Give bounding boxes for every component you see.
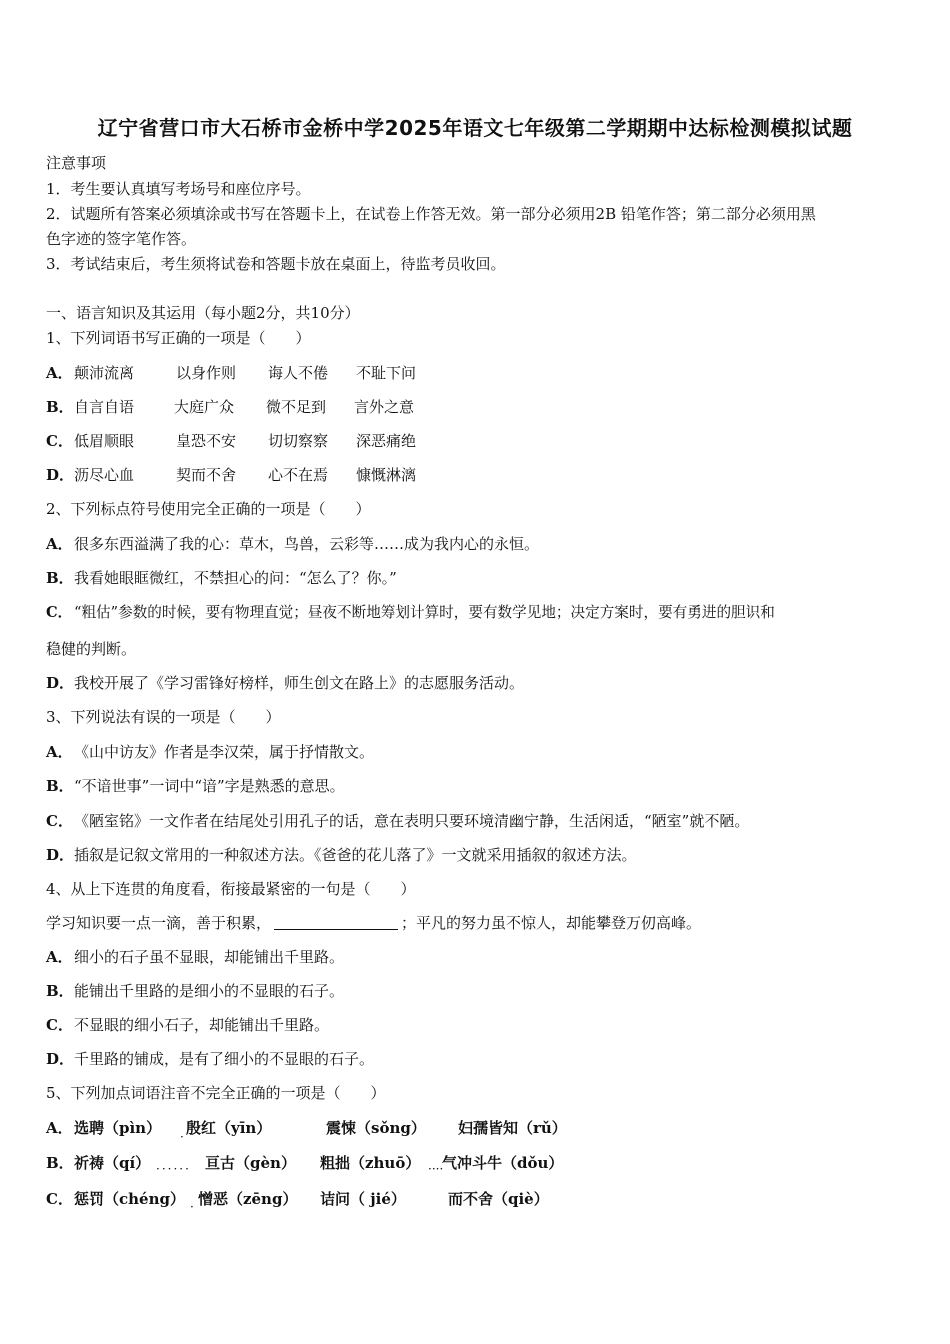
option-label: D．	[46, 466, 75, 484]
pinyin-word: 诘问（ jié）	[320, 1190, 406, 1208]
option-label: D．	[46, 674, 75, 692]
option-word: 大庭广众	[174, 398, 235, 416]
pinyin-word: 亘古（gèn）	[205, 1154, 296, 1172]
question-3-option-d[interactable]	[46, 844, 637, 865]
question-2-option-b[interactable]	[46, 567, 397, 588]
question-4-stem: 4、从上下连贯的角度看，衔接最紧密的一句是（ ）	[46, 880, 416, 898]
emphasis-dot: ·	[190, 1200, 194, 1214]
notice-item: 1．考生要认真填写考场号和座位序号。	[46, 180, 311, 198]
notice-heading: 注意事项	[46, 154, 107, 172]
option-word: 颠沛流离	[74, 364, 135, 382]
pinyin-word: 憎恶（zēng）	[198, 1190, 298, 1208]
option-word: 诲人不倦	[268, 364, 329, 382]
option-text: 不显眼的细小石子，却能铺出千里路。	[74, 1016, 330, 1034]
question-5-option-a[interactable]	[46, 1117, 74, 1138]
option-text: 我校开展了《学习雷锋好榜样，师生创文在路上》的志愿服务活动。	[74, 674, 525, 692]
option-label: C．	[46, 812, 73, 830]
option-word: 心不在焉	[268, 466, 329, 484]
section-heading: 一、语言知识及其运用（每小题2分，共10分）	[46, 304, 360, 322]
question-3-option-a[interactable]	[46, 741, 374, 762]
option-word: 低眉顺眼	[74, 432, 135, 450]
sentence-after: ；平凡的努力虽不惊人，却能攀登万仞高峰。	[401, 914, 702, 932]
option-word: 沥尽心血	[74, 466, 135, 484]
pinyin-word: 粗拙（zhuō）	[320, 1154, 421, 1172]
option-label: A．	[46, 535, 73, 553]
option-text: 很多东西溢满了我的心：草木，鸟兽，云彩等……成为我内心的永恒。	[74, 535, 540, 553]
pinyin-word: 惩罚（chéng）	[74, 1190, 185, 1208]
question-2-option-d[interactable]	[46, 672, 524, 693]
option-word: 微不足到	[266, 398, 327, 416]
question-5-option-c[interactable]	[46, 1188, 74, 1209]
option-word: 以身作则	[176, 364, 237, 382]
option-label: B．	[46, 1154, 74, 1172]
option-text: “粗估”参数的时候，要有物理直觉；昼夜不断地筹划计算时，要有数学见地；决定方案时，要有勇进的胆识和	[74, 604, 775, 621]
question-2-option-c-cont	[46, 638, 136, 659]
option-label: A．	[46, 948, 73, 966]
option-word: 慷慨淋漓	[356, 466, 417, 484]
question-5-option-b[interactable]	[46, 1152, 74, 1173]
option-text: 细小的石子虽不显眼，却能铺出千里路。	[74, 948, 345, 966]
option-label: B．	[46, 398, 74, 416]
option-text: 插叙是记叙文常用的一种叙述方法。《爸爸的花儿落了》一文就采用插叙的叙述方法。	[74, 846, 637, 864]
question-4-option-b[interactable]	[46, 980, 344, 1001]
answer-blank[interactable]	[274, 915, 398, 930]
question-4-option-a[interactable]	[46, 946, 344, 967]
question-1-option-b[interactable]	[46, 396, 414, 417]
pinyin-word: 祈祷（qí）	[74, 1154, 151, 1172]
question-1-option-a[interactable]	[46, 362, 416, 383]
option-text: 千里路的铺成，是有了细小的不显眼的石子。	[74, 1050, 375, 1068]
question-4-option-d[interactable]	[46, 1048, 374, 1069]
pinyin-word: 选聘（pìn）	[74, 1119, 162, 1137]
option-label: D．	[46, 1050, 75, 1068]
option-text: 《山中访友》作者是李汉荣，属于抒情散文。	[74, 743, 375, 761]
question-5-stem: 5、下列加点词语注音不完全正确的一项是（ ）	[46, 1084, 386, 1102]
sentence-before: 学习知识要一点一滴，善于积累，	[46, 914, 272, 932]
option-label: C．	[46, 604, 73, 621]
option-word: 不耻下问	[356, 364, 417, 382]
option-label: C．	[46, 1016, 73, 1034]
question-4-option-c[interactable]	[46, 1014, 329, 1035]
question-4-sentence	[46, 912, 701, 933]
notice-item: 2．试题所有答案必须填涂或书写在答题卡上，在试卷上作答无效。第一部分必须用2B 铅笔作答；第二部分必须用黑	[46, 205, 816, 223]
option-label: B．	[46, 777, 74, 795]
notice-item: 3．考试结束后，考生须将试卷和答题卡放在桌面上，待监考员收回。	[46, 255, 506, 273]
question-1-option-d[interactable]	[46, 464, 416, 485]
question-2-option-a[interactable]	[46, 533, 539, 554]
emphasis-dots: ······	[156, 1162, 191, 1176]
option-word: 言外之意	[354, 398, 415, 416]
pinyin-word: 震悚（sǒng）	[326, 1119, 426, 1137]
question-2-option-c[interactable]	[46, 601, 775, 622]
option-label: A．	[46, 1119, 73, 1137]
option-label: D．	[46, 846, 75, 864]
question-2-stem: 2、下列标点符号使用完全正确的一项是（ ）	[46, 500, 371, 518]
pinyin-word: 妇孺皆知（rǔ）	[458, 1119, 567, 1137]
option-word: 自言自语	[74, 398, 135, 416]
option-label: C．	[46, 432, 73, 450]
option-text: 《陋室铭》一文作者在结尾处引用孔子的话，意在表明只要环境清幽宁静，生活闲适，“陋室”就不陋。	[74, 812, 750, 830]
option-text: 稳健的判断。	[46, 640, 137, 658]
option-text: 我看她眼眶微红，不禁担心的问：“怎么了？你。”	[74, 569, 397, 587]
pinyin-word: 而不舍（qiè）	[448, 1190, 549, 1208]
option-text: 能铺出千里路的是细小的不显眼的石子。	[74, 982, 345, 1000]
emphasis-dot: ·	[180, 1130, 184, 1144]
question-3-option-c[interactable]	[46, 810, 749, 831]
option-word: 切切察察	[268, 432, 329, 450]
question-1-stem: 1、下列词语书写正确的一项是（ ）	[46, 329, 311, 347]
pinyin-word: 殷红（yīn）	[186, 1119, 272, 1137]
page-title: 辽宁省营口市大石桥市金桥中学2025年语文七年级第二学期期中达标检测模拟试题	[97, 116, 853, 140]
option-label: A．	[46, 743, 73, 761]
emphasis-dots: ····	[428, 1162, 444, 1176]
option-label: B．	[46, 982, 74, 1000]
question-1-option-c[interactable]	[46, 430, 416, 451]
pinyin-word: 气冲斗牛（dǒu）	[442, 1154, 564, 1172]
option-word: 皇恐不安	[176, 432, 237, 450]
option-word: 深恶痛绝	[356, 432, 417, 450]
option-text: “不谙世事”一词中“谙”字是熟悉的意思。	[74, 777, 345, 795]
question-3-option-b[interactable]	[46, 775, 345, 796]
option-label: B．	[46, 569, 74, 587]
notice-item: 色字迹的签字笔作答。	[46, 230, 197, 248]
option-label: C．	[46, 1190, 73, 1208]
option-word: 契而不舍	[176, 466, 237, 484]
question-3-stem: 3、下列说法有误的一项是（ ）	[46, 708, 281, 726]
option-label: A．	[46, 364, 73, 382]
